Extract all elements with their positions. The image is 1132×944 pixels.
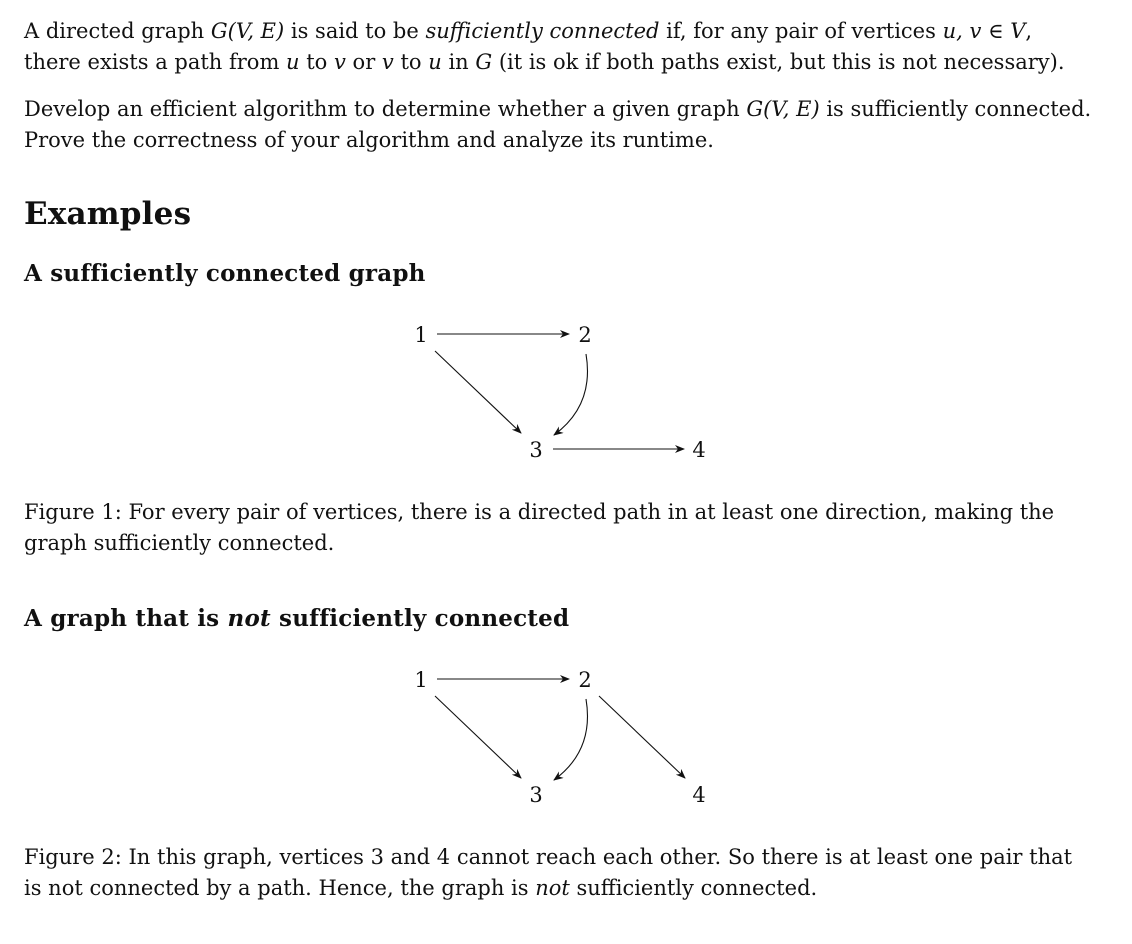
fig2-edge-2-3: [554, 699, 588, 780]
figure-1-caption: Figure 1: For every pair of vertices, there is a directed path in at least one direction, making the graph sufficiently connected.: [24, 500, 1055, 555]
fig1-node-2: 2: [578, 323, 592, 347]
figure-1-graph: [0, 300, 1132, 480]
fig1-node-4: 4: [692, 438, 706, 462]
fig2-node-3: 3: [529, 783, 543, 807]
examples-heading: Examples: [24, 196, 192, 232]
fig2-node-1: 1: [414, 668, 428, 692]
section1-heading: A sufficiently connected graph: [24, 260, 426, 287]
fig1-node-3: 3: [529, 438, 543, 462]
fig1-edge-2-3: [554, 354, 588, 435]
definition-line-2: there exists a path from u to v or v to u in G (it is ok if both paths exist, but this is not necessary).: [24, 50, 1065, 74]
figure-2-caption: Figure 2: In this graph, vertices 3 and 4 cannot reach each other. So there is at least one pair that is not connected by a path. Hence, the graph is not sufficiently connected.: [24, 845, 1073, 900]
fig1-edge-1-3: [435, 351, 521, 433]
fig2-node-4: 4: [692, 783, 706, 807]
task-line-2: Prove the correctness of your algorithm and analyze its runtime.: [24, 128, 714, 152]
section2-heading: A graph that is not sufficiently connected: [24, 605, 570, 632]
fig2-node-2: 2: [578, 668, 592, 692]
fig2-edge-1-3: [435, 696, 521, 778]
fig1-node-1: 1: [414, 323, 428, 347]
problem-definition-paragraph: [24, 16, 1098, 78]
term-sufficiently-connected: sufficiently connected: [425, 19, 660, 43]
definition-line-1: A directed graph G(V, E) is said to be sufficiently connected if, for any pair of vertices u, v ∈ V,: [24, 19, 1033, 43]
figure-2-graph: [0, 645, 1132, 825]
task-paragraph: [24, 94, 1098, 156]
task-line-1: Develop an efficient algorithm to determine whether a given graph G(V, E) is sufficiently connected.: [24, 97, 1092, 121]
fig2-edge-2-4: [599, 696, 685, 778]
